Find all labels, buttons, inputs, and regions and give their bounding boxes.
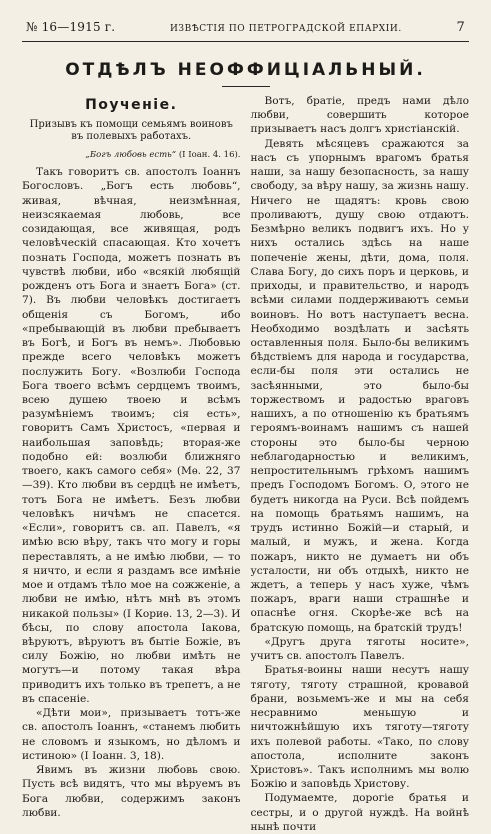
paragraph: Вотъ, братіе, предъ нами дѣло любви, совершить которое призываетъ насъ долгъ христіанскій. [250, 95, 469, 136]
paragraph: Братья-воины наши несутъ нашу тяготу, тяготу страшной, кровавой брани, возьмемъ-же и мы на себя несравнимо меньшую и ничтожнѣйшую ихъ тяготу—тяготу ихъ полевой работы. «Тако, по слову апостола, исполните законъ Христовъ». Такъ исполнимъ мы волю Божію и заповѣдь Христову. [250, 664, 469, 791]
epigraph-text: „Богъ любовь есть“ [85, 149, 177, 160]
right-column [251, 94, 470, 834]
left-column [22, 94, 241, 834]
subtitle-line: въ полевыхъ работахъ. [71, 131, 192, 143]
epigraph-reference: (I Іоан. 4. 16). [178, 149, 241, 160]
paragraph: Девять мѣсяцевъ сражаются за насъ съ упорнымъ врагомъ братья наши, за нашу безопасность, за нашу свободу, за вѣру нашу, за жизнь нашу. Ничего не щадятъ: кровь свою проливаютъ, душу свою отдаютъ. Безмѣрно великъ подвигъ ихъ. Но у нихъ остались здѣсь на наше попеченіе жены, дѣти, дома, поля. Слава Богу, до сихъ поръ и церковь, и приходы, и правительство, и народъ всѣми силами поддерживаютъ семьи воиновъ. Но вотъ наступаетъ весна. Необходимо воздѣлать и засѣять оставленныя поля. Было-бы великимъ бѣдствіемъ для народа и государства, если-бы поля эти остались не засѣянными, это было-бы торжествомъ и радостью враговъ нашихъ, а по отношенію къ братьямъ героямъ-воинамъ нашимъ съ нашей стороны это было-бы черною неблагодарностью и великимъ, непростительнымъ грѣхомъ нашимъ предъ Господомъ Богомъ. О, этого не будетъ никогда на Руси. Всѣ пойдемъ на помощь братьямъ нашимъ, на трудъ истинно Божій—и старый, и малый, и мужъ, и жена. Когда пожаръ, никто не думаетъ ни объ усталости, ни объ отдыхѣ, никто не ждетъ, а теперь у насъ хуже, чѣмъ пожаръ, враги наши страшнѣе и опаснѣе огня. Скорѣе-же всѣ на братскую помощь, на братскій трудъ! [250, 137, 469, 634]
page-number: 7 [456, 20, 465, 35]
paragraph: «Дѣти мои», призываетъ тотъ-же св. апостолъ Іоаннъ, «станемъ любить не словомъ и языкомъ, но дѣломъ и истиною» (I Іоанн. 3, 18). [22, 707, 241, 762]
paragraph: Подумаемте, дорогіе братья и сестры, и о другой нуждѣ. На войнѣ нынѣ почти [250, 792, 469, 833]
section-divider [222, 86, 270, 87]
paragraph: «Другъ друга тяготы носите», учитъ св. апостолъ Павелъ. [250, 635, 469, 663]
running-header [22, 20, 469, 42]
issue-number: № 16—1915 г. [26, 20, 116, 34]
epigraph [22, 150, 241, 161]
paragraph: Явимъ въ жизни любовь свою. Пусть всѣ видятъ, что мы вѣруемъ въ Бога любви, содержимъ законъ любви. [22, 764, 241, 819]
sermon-title: Поученіе. [85, 97, 178, 113]
section-title: ОТДѢЛЪ НЕОФФИЦІАЛЬНЫЙ. [65, 60, 426, 80]
text-columns [22, 94, 469, 834]
journal-title: ИЗВѢСТІЯ ПО ПЕТРОГРАДСКОЙ ЕПАРХІИ. [169, 24, 402, 34]
paragraph: Такъ говоритъ св. апостолъ Іоаннъ Богословъ. „Богъ есть любовь“, живая, вѣчная, неизмѣнная, неизсякаемая любовь, все созидающая, все живящая, родъ человѣческій спасающая. Кто хочетъ познать Господа, можетъ познать въ чувствѣ любви, ибо «всякій любящій рожденъ отъ Бога и знаетъ Бога» (ст. 7). Въ любви человѣкъ достигаетъ общенія съ Богомъ, ибо «пребывающій въ любви пребываетъ въ Богѣ, и Богъ въ немъ». Любовью прежде всего человѣкъ можетъ послужить Богу. «Возлюби Господа Бога твоего всѣмъ сердцемъ твоимъ, всею душею твоею и всѣмъ разумѣніемъ твоимъ; сія есть», говоритъ Самъ Христосъ, «первая и наибольшая заповѣдь; вторая-же подобно ей: возлюби ближняго твоего, какъ самого себя» (Мѳ. 22, 37—39). Кто любви въ сердцѣ не имѣетъ, тотъ Бога не имѣетъ. Безъ любви человѣкъ ничѣмъ не спасется. «Если», говоритъ св. ап. Павелъ, «я имѣю всю вѣру, такъ что могу и горы переставлять, а не имѣю любви, — то я ничто, и если я раздамъ все имѣніе мое и отдамъ тѣло мое на сожженіе, а любви не имѣю, нѣтъ мнѣ въ этомъ никакой пользы» (I Кориѳ. 13, 2—3). И бѣсы, по слову апостола Іакова, вѣруютъ, вѣруютъ въ бытіе Божіе, въ силу Божію, но любви имѣть не могутъ—и потому такая вѣра приводитъ ихъ только въ трепетъ, а не въ спасеніе. [22, 166, 241, 705]
subtitle-line: Призывъ къ помощи семьямъ воиновъ [29, 118, 233, 130]
sermon-subtitle [22, 119, 241, 144]
